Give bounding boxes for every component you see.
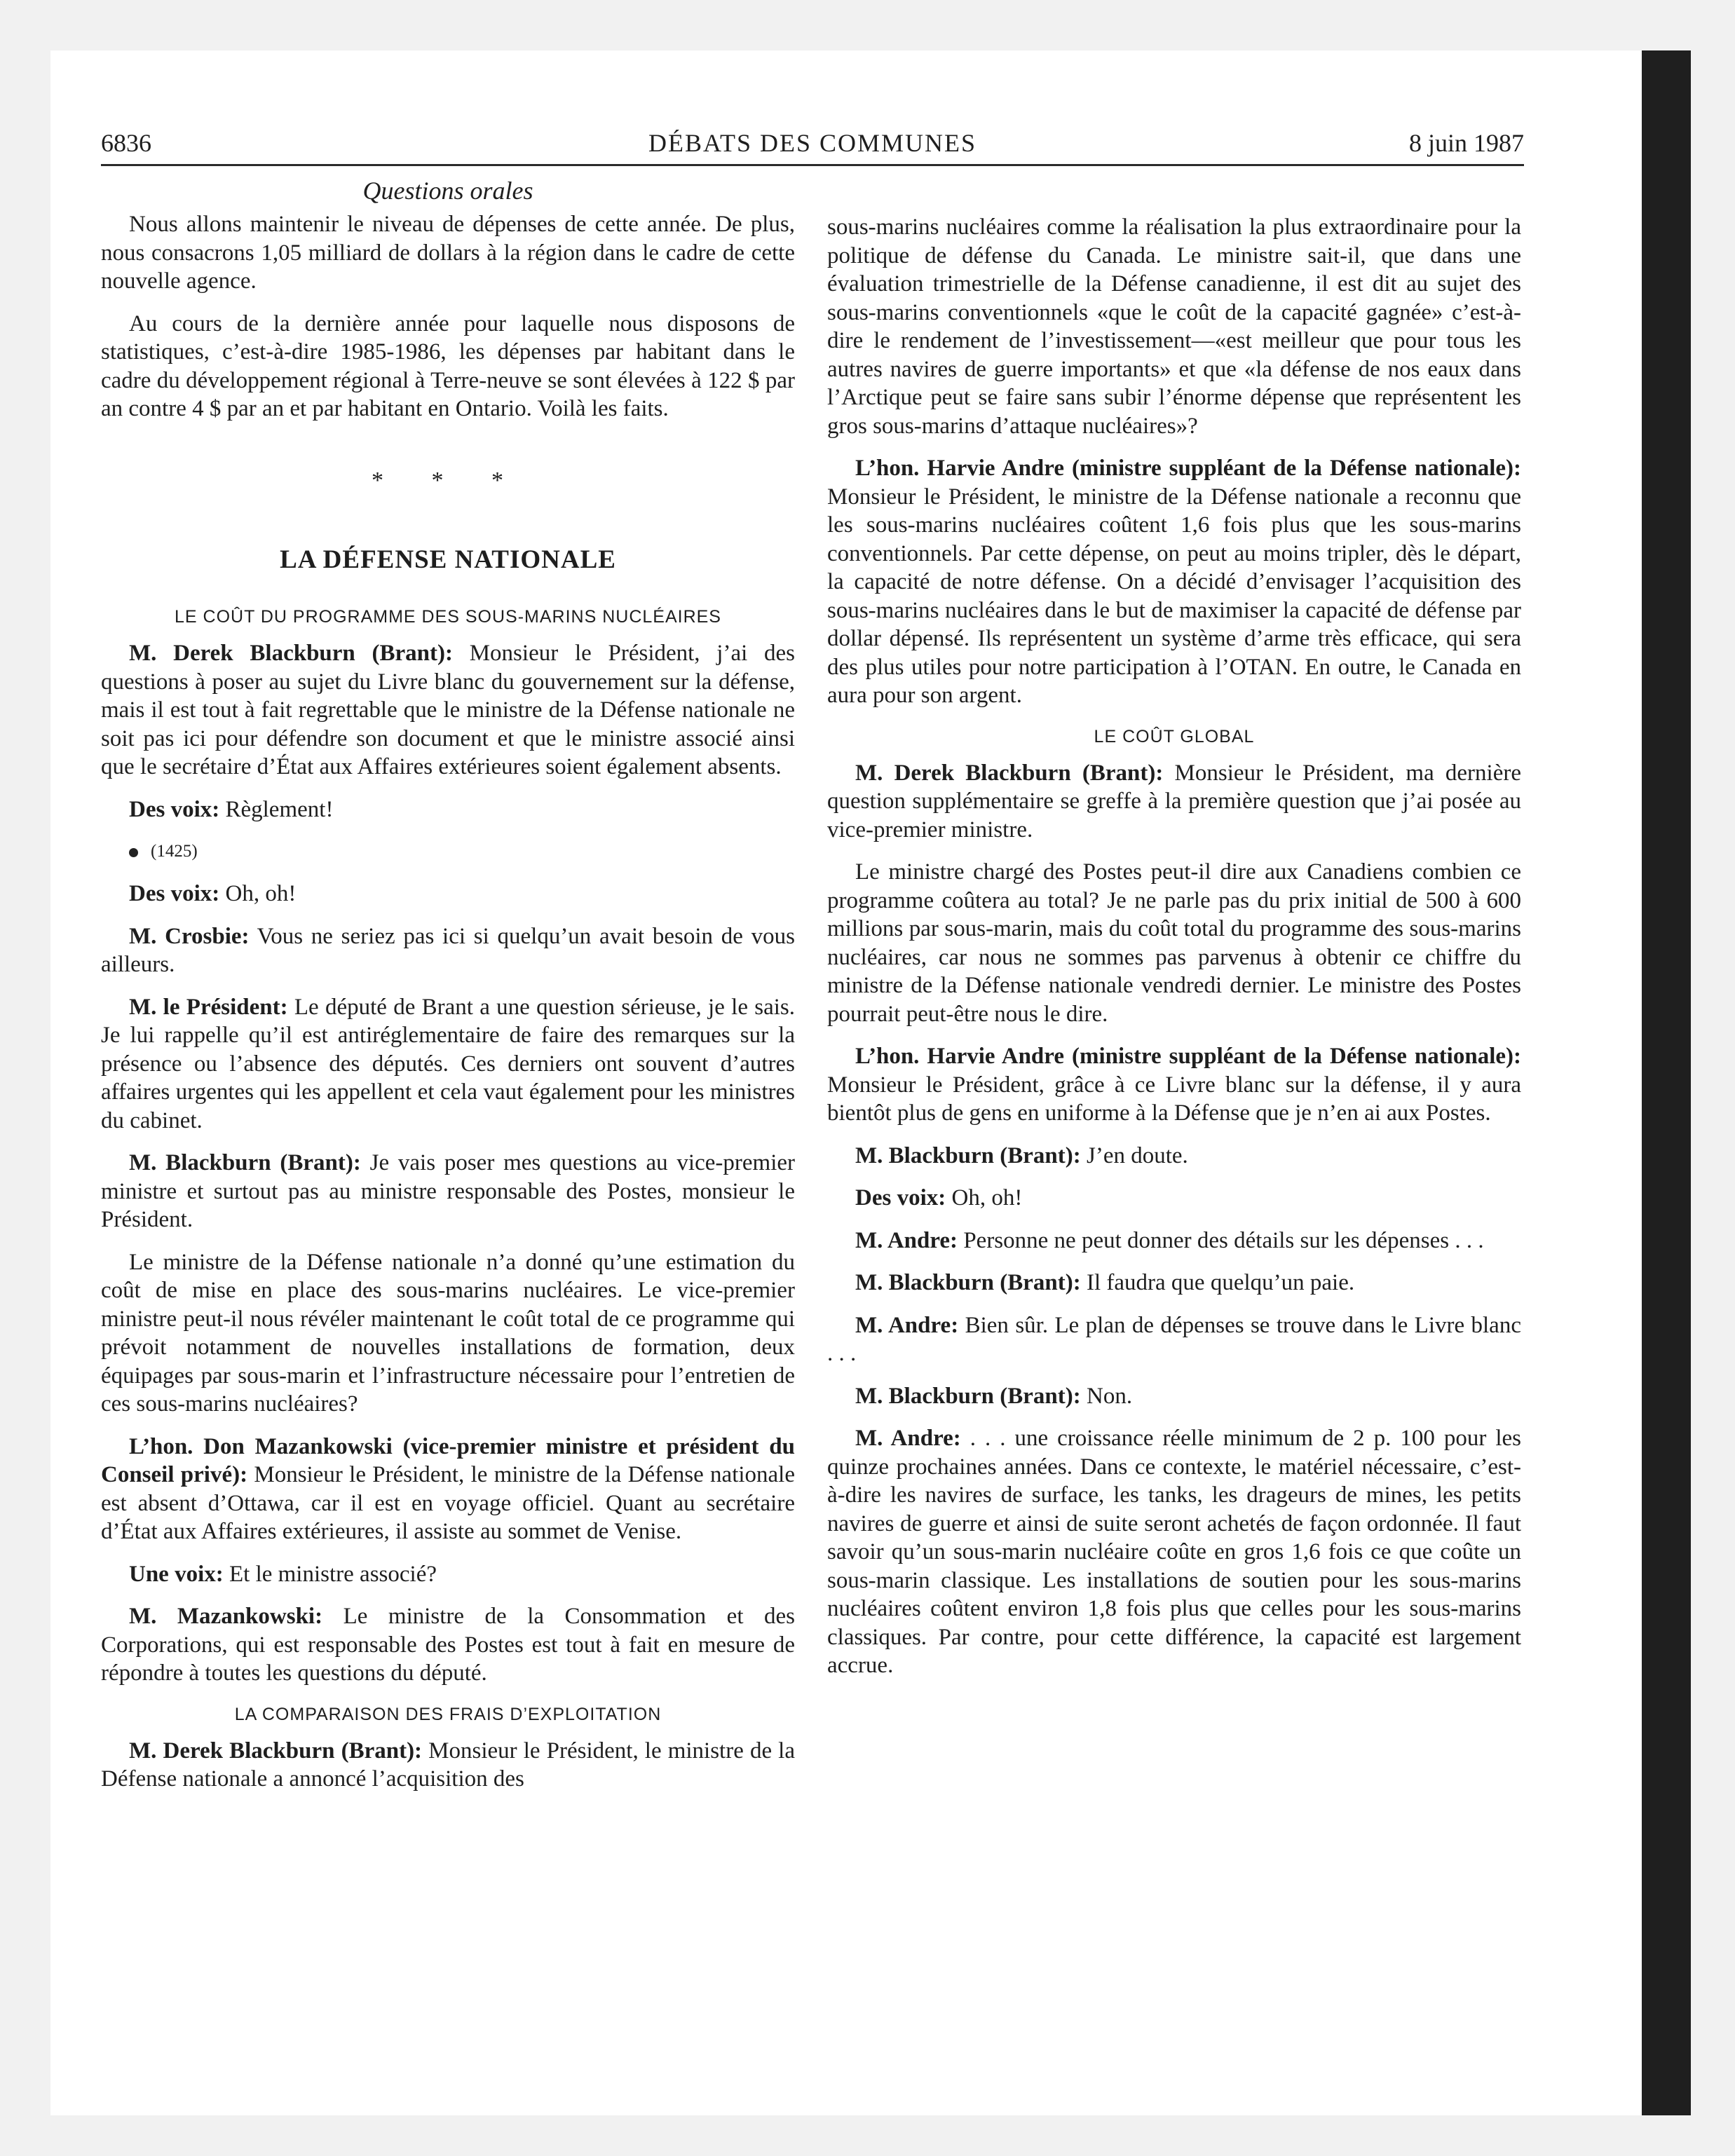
speech (827, 1269, 1521, 1297)
speech (827, 1142, 1521, 1171)
publication-date: 8 juin 1987 (1408, 129, 1524, 157)
speech (827, 1184, 1521, 1213)
section-separator: * * * (372, 467, 524, 493)
speaker-name: M. Derek Blackburn (Brant): (855, 760, 1164, 786)
speech (827, 1311, 1521, 1368)
speech-text: Monsieur le Président, le ministre de la Défense nationale est absent d’Ottawa, car il est en voyage officiel. Quant au secrétaire d’État aux Affaires extérieures, il assiste au sommet de Venise. (101, 1462, 795, 1544)
paragraph: Le ministre de la Défense nationale n’a donné qu’une estimation du coût de mise en place des sous-marins nucléaires. Le vice-premier ministre peut-il nous révéler maintenant le coût total de ce programme qui prévoit notamment de nouvelles installations de formation, deux équipages par sous-marin et l’infrastructure nécessaire pour l’entretien de ces sous-marins nucléaires? (101, 1249, 795, 1417)
left-column (101, 210, 795, 1808)
speech (827, 1042, 1521, 1128)
speech-text: . . . une croissance réelle minimum de 2 p. 100 pour les quinze prochaines années. Dans ce contexte, le matériel nécessaire, c’est-à-dire les navires de surface, les tanks, les drageurs de mines, les petits navires de guerre et ainsi de suite seront achetés de façon ordonnée. Il faut savoir qu’un sous-marin nucléaire coûte en gros 1,6 fois ce que coûte un sous-marin classique. Les installations de soutien pour les sous-marins nucléaires coûtent environ 1,8 fois plus que celles pour les sous-marins classiques. Par contre, pour cette différence, la capacité est largement accrue. (827, 1426, 1521, 1678)
speaker-name: L’hon. Harvie Andre (ministre suppléant de la Défense nationale): (855, 456, 1521, 481)
speech-text: Personne ne peut donner des détails sur les dépenses . . . (958, 1227, 1484, 1253)
speech (101, 639, 795, 782)
speech (101, 1602, 795, 1688)
speaker-name: L’hon. Harvie Andre (ministre suppléant de la Défense nationale): (855, 1044, 1521, 1069)
speaker-name: M. Derek Blackburn (Brant): (129, 641, 453, 666)
speech-text: Il faudra que quelqu’un paie. (1080, 1270, 1355, 1295)
page-number: 6836 (101, 129, 151, 157)
speech (827, 454, 1521, 710)
speech (101, 1433, 795, 1546)
speech (101, 922, 795, 979)
time-marker (101, 838, 795, 866)
speech-text: Règlement! (219, 796, 334, 822)
speaker-name: M. Blackburn (Brant): (855, 1142, 1081, 1168)
speech-text: Monsieur le Président, j’ai des questions à poser au sujet du Livre blanc du gouvernement sur la défense, mais il est tout à fait regrettable que le ministre de la Défense nationale ne soit pas ici pour défendre son document et que le ministre associé ainsi que le secrétaire d’État aux Affaires extérieures soient également absents. (101, 641, 795, 779)
speaker-name: Des voix: (129, 881, 220, 906)
speech-text: Vous ne seriez pas ici si quelqu’un avait besoin de vous ailleurs. (101, 923, 796, 977)
paragraph: Nous allons maintenir le niveau de dépenses de cette année. De plus, nous consacrons 1,05 milliard de dollars à la région dans le cadre de cette nouvelle agence. (101, 212, 795, 294)
speaker-name: M. Blackburn (Brant): (129, 1150, 361, 1175)
speech (101, 1560, 795, 1589)
speaker-name: M. Crosbie: (129, 923, 250, 949)
speech-text: Monsieur le Président, le ministre de la Défense nationale a reconnu que les sous-marins nucléaires coûtent 1,6 fois plus que les sous-marins conventionnels. Par cette dépense, on peut au moins tripler, dès le départ, la capacité de notre défense. On a décidé d’envisager l’acquisition des sous-marins nucléaires dans le but de maximiser la capacité de défense par dollar dépensé. Ils représentent un système d’arme très efficace, qui sera des plus utiles pour notre participation à l’OTAN. En outre, le Canada en aura pour son argent. (827, 484, 1521, 708)
speaker-name: M. le Président: (129, 994, 288, 1020)
section-heading: LA DÉFENSE NATIONALE (280, 545, 616, 574)
speech-text: Monsieur le Président, le ministre de la Défense nationale a annoncé l’acquisition des (101, 1738, 795, 1792)
speech-text: J’en doute. (1080, 1142, 1188, 1168)
speaker-name: L’hon. Don Mazankowski (vice-premier ministre et président du Conseil privé): (101, 1433, 795, 1487)
speaker-name: M. Blackburn (Brant): (855, 1270, 1081, 1295)
speech-text: Oh, oh! (946, 1185, 1023, 1210)
speech-text: Monsieur le Président, grâce à ce Livre blanc sur la défense, il y aura bientôt plus de gens en uniforme à la Défense que je n’en ai aux Postes. (827, 1072, 1521, 1126)
speaker-name: M. Blackburn (Brant): (855, 1383, 1081, 1409)
speaker-name: Une voix: (129, 1561, 224, 1587)
speaker-name: M. Andre: (855, 1426, 961, 1451)
subsection-heading: LE COÛT DU PROGRAMME DES SOUS-MARINS NUCLÉAIRES (175, 607, 721, 627)
speech-text: Non. (1080, 1383, 1133, 1409)
speech (827, 1424, 1521, 1680)
paragraph: Le ministre chargé des Postes peut-il dire aux Canadiens combien ce programme coûtera au total? Je ne parle pas du prix initial de 500 à 600 millions par sous-marin, mais du coût total du programme des sous-marins nucléaires, car nous ne sommes pas parvenus à obtenir ce chiffre du ministre de la Défense nationale vendredi dernier. Le ministre des Postes pourrait peut-être nous le dire. (827, 859, 1521, 1027)
bullet-icon (129, 848, 138, 857)
speech (101, 1149, 795, 1234)
speech-text: Oh, oh! (219, 881, 297, 906)
speech (101, 1737, 795, 1794)
speech-text: Monsieur le Président, ma dernière question supplémentaire se greffe à la première question que j’ai posée au vice-premier ministre. (827, 760, 1521, 842)
speech (827, 1382, 1521, 1411)
page-header (101, 125, 1524, 166)
right-column (827, 213, 1521, 1694)
speaker-name: Des voix: (855, 1185, 946, 1210)
scan-edge-bar (1642, 50, 1691, 2115)
speaker-name: M. Andre: (855, 1312, 959, 1338)
subsection-heading: LE COÛT GLOBAL (1094, 726, 1255, 746)
speech-text: Le député de Brant a une question sérieuse, je le sais. Je lui rappelle qu’il est antiréglementaire de faire des remarques sur la présence ou l’absence des députés. Ces derniers ont souvent d’autres affaires urgentes qui les appellent et cela vaut également pour les ministres du cabinet. (101, 994, 796, 1133)
speech (101, 880, 795, 908)
speaker-name: Des voix: (129, 796, 220, 822)
speaker-name: M. Derek Blackburn (Brant): (129, 1738, 423, 1763)
speech (101, 796, 795, 824)
speech-text: Et le ministre associé? (223, 1561, 437, 1587)
publication-title: DÉBATS DES COMMUNES (648, 129, 977, 157)
paragraph: sous-marins nucléaires comme la réalisation la plus extraordinaire pour la politique de défense du Canada. Le ministre sait-il, que dans une évaluation trimestrielle de la Défense canadienne, il est dit au sujet des sous-marins conventionnels «que le coût de la capacité gagnée» c’est-à-dire le rendement de l’investissement—«est meilleur que pour tous les autres navires de guerre importants» et que «la défense de nos eaux dans l’Arctique peut se faire sans subir l’énorme dépense que représentent les gros sous-marins d’attaque nucléaires»? (827, 214, 1521, 439)
speech (827, 1227, 1521, 1255)
subsection-heading: LA COMPARAISON DES FRAIS D’EXPLOITATION (234, 1704, 662, 1724)
section-label: Questions orales (362, 177, 533, 205)
speech-text: Je vais poser mes questions au vice-premier ministre et surtout pas au ministre responsable des Postes, monsieur le Président. (101, 1150, 795, 1232)
speech (827, 759, 1521, 845)
speaker-name: M. Mazankowski: (129, 1604, 323, 1629)
speaker-name: M. Andre: (855, 1227, 958, 1253)
time-marker-text: (1425) (151, 842, 198, 861)
speech-text: Le ministre de la Consommation et des Corporations, qui est responsable des Postes est tout à fait en mesure de répondre à toutes les questions du député. (101, 1604, 795, 1686)
paragraph: Au cours de la dernière année pour laquelle nous disposons de statistiques, c’est-à-dire 1985-1986, les dépenses par habitant dans le cadre du développement régional à Terre-neuve se sont élevées à 122 $ par an contre 4 $ par an et par habitant en Ontario. Voilà les faits. (101, 311, 795, 421)
speech (101, 993, 795, 1135)
speech-text: Bien sûr. Le plan de dépenses se trouve dans le Livre blanc . . . (827, 1312, 1521, 1366)
